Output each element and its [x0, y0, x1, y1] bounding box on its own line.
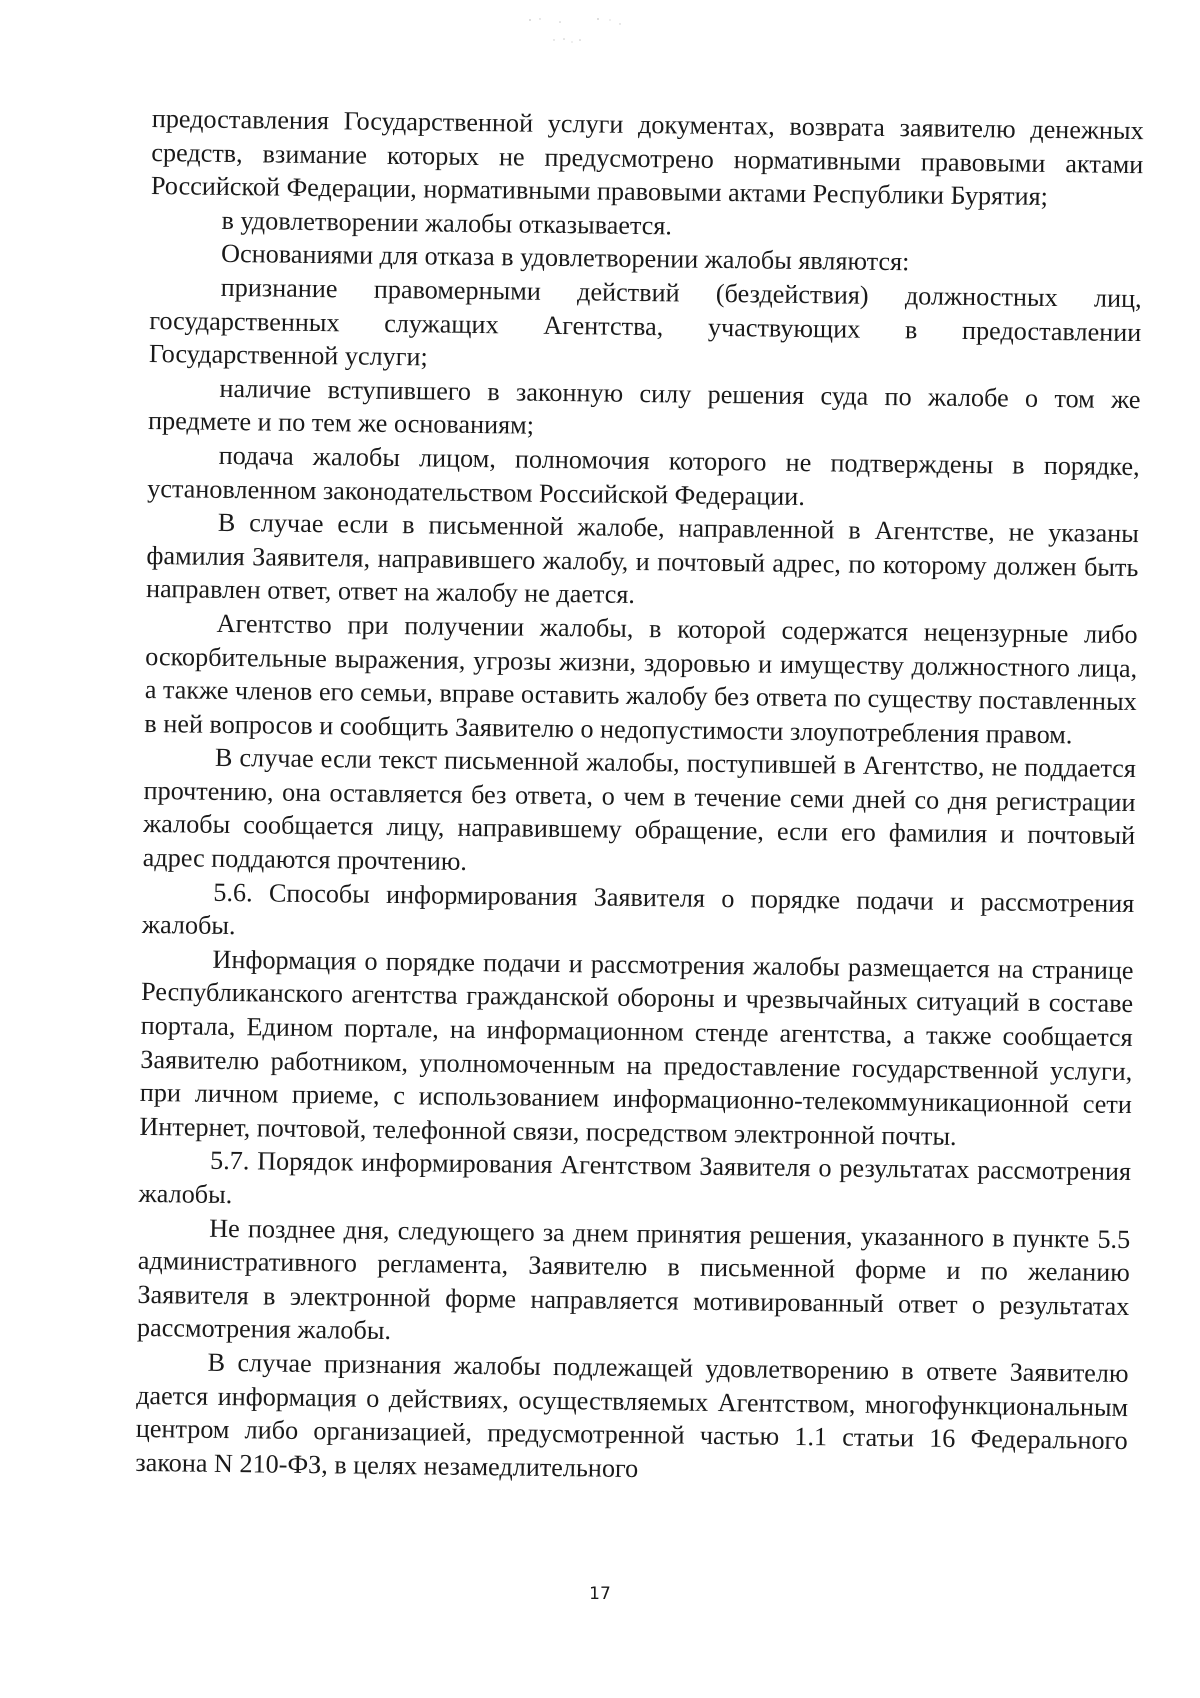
- page-number: 17: [589, 1584, 611, 1604]
- paragraph: признание правомерными действий (бездействия) должностных лиц, государственных служащих Агентства, участвующих в предоставлении Государственной услуги;: [148, 272, 1142, 372]
- section-heading-5-6: 5.6. Способы информирования Заявителя о порядке подачи и рассмотрения жалобы.: [141, 877, 1135, 941]
- paragraph: В случае признания жалобы подлежащей удовлетворению в ответе Заявителю дается информация о действиях, осуществляемых Агентством, многофункциональным центром либо организацией, предусмотренной частью 1.1 статьи 16 Федерального закона N 210-ФЗ, в целях незамедлительного: [135, 1347, 1129, 1483]
- paragraph: Не позднее дня, следующего за днем принятия решения, указанного в пункте 5.5 административного регламента, Заявителю в письменной форме и по желанию Заявителя в электронной форме направляется мотивированный ответ о результатах рассмотрения жалобы.: [136, 1213, 1131, 1346]
- paragraph: В случае если в письменной жалобе, направленной в Агентстве, не указаны фамилия Заявителя, направившего жалобу, и почтовый адрес, по которому должен быть направлен ответ, ответ на жалобу не дается.: [145, 507, 1139, 610]
- paragraph: Основаниями для отказа в удовлетворении жалобы являются:: [220, 239, 910, 277]
- paragraph: Агентство при получении жалобы, в которой содержатся нецензурные либо оскорбительные выражения, угрозы жизни, здоровью и имуществу должностного лица, а также членов его семьи, вправе оставить жалобу без ответа по существу поставленных в ней вопросов и сообщить Заявителю о недопустимости злоупотребления правом.: [144, 608, 1138, 749]
- paragraph: В случае если текст письменной жалобы, поступившей в Агентство, не поддается прочтению, она оставляется без ответа, о чем в течение семи дней со дня регистрации жалобы сообщается лицу, направившему обращение, если его фамилия и почтовый адрес поддаются прочтению.: [142, 743, 1137, 876]
- paragraph: подача жалобы лицом, полномочия которого не подтверждены в порядке, установленном законодательством Российской Федерации.: [147, 440, 1140, 511]
- scan-artifact: [520, 14, 660, 54]
- paragraph: наличие вступившего в законную силу решения суда по жалобе о том же предмете и по тем же основаниям;: [147, 373, 1141, 441]
- body-text: [135, 102, 1144, 1491]
- paragraph: предоставления Государственной услуги документах, возврата заявителю денежных средств, взимание которых не предусмотрено нормативными правовыми актами Российской Федерации, нормативными правовыми актами Республики Бурятия;: [150, 103, 1144, 212]
- paragraph: Информация о порядке подачи и рассмотрения жалобы размещается на странице Республиканского агентства гражданской обороны и чрезвычайных ситуаций в составе портала, Едином портале, на информационном стенде агентства, а также сообщается Заявителю работником, уполномоченным на предоставление государственной услуги, при личном приеме, с использованием информационно-телекоммуникационной сети Интернет, почтовой, телефонной связи, посредством электронной почты.: [139, 944, 1134, 1151]
- section-heading-5-7: 5.7. Порядок информирования Агентством Заявителя о результатах рассмотрения жалобы.: [138, 1146, 1132, 1210]
- paragraph: в удовлетворении жалобы отказывается.: [221, 205, 673, 241]
